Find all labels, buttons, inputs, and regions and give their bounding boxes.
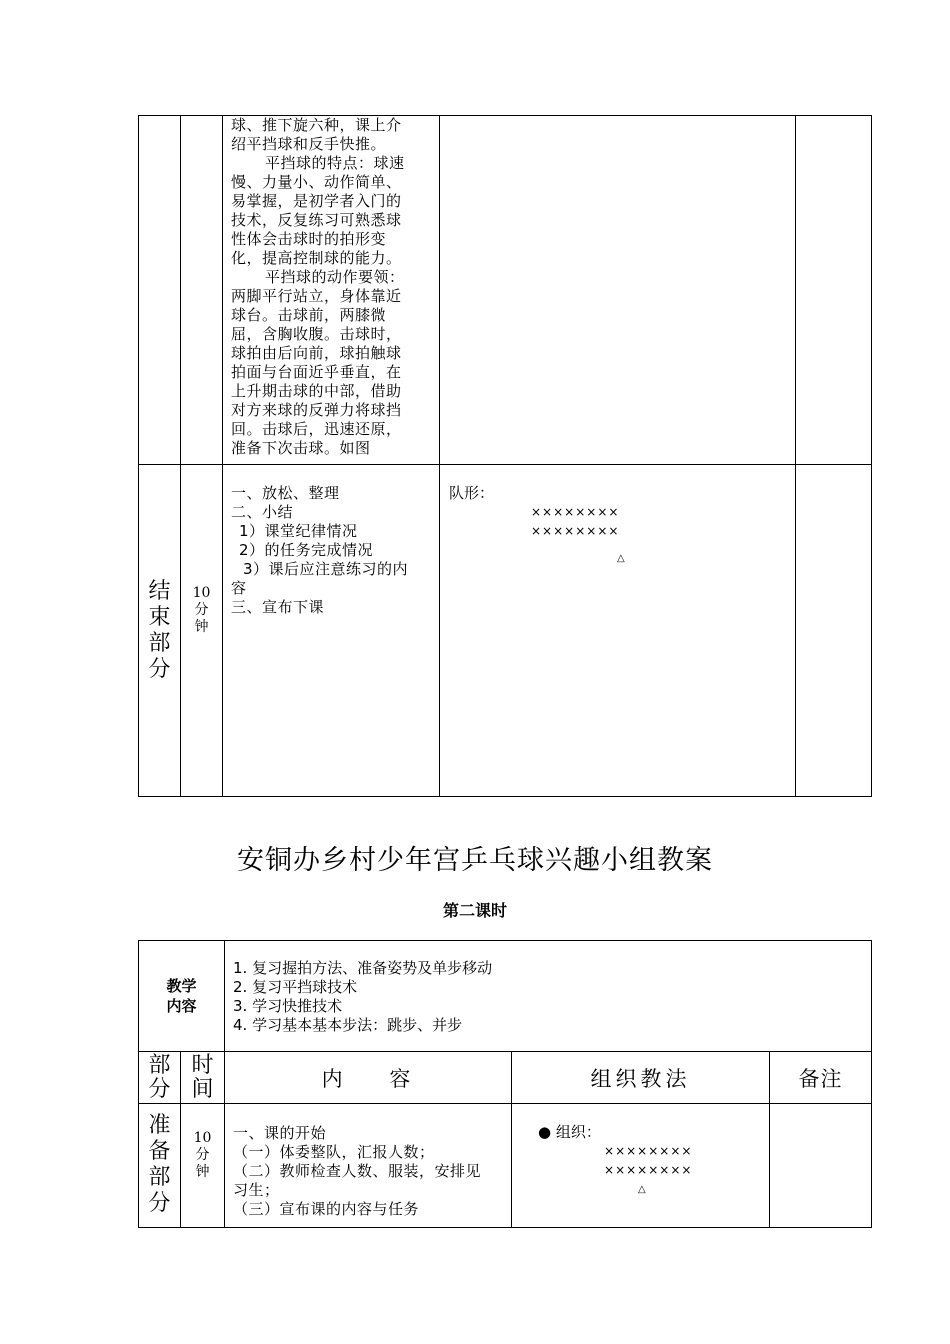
list-item: 3. 学习快推技术 <box>233 997 343 1015</box>
header-note: 备注 <box>770 1052 872 1104</box>
content-line: （二）教师检查人数、服装，安排见 <box>233 1162 482 1180</box>
table-row <box>139 116 872 465</box>
organization-label: ● 组织： <box>538 1123 601 1141</box>
list-item: 1. 复习握拍方法、准备姿势及单步移动 <box>233 959 493 977</box>
header-content: 内 容 <box>225 1052 512 1104</box>
lesson-title: 第二课时 <box>442 901 507 920</box>
formation-label: 队形： <box>449 484 495 502</box>
time-cell <box>181 116 223 465</box>
content-line: 化，提高控制球的能力。 <box>231 249 402 267</box>
content-cell <box>223 465 440 797</box>
content-line: 回。击球后，迅速还原， <box>231 420 402 438</box>
note-cell <box>796 465 872 797</box>
formation-row: ×××××××× <box>604 1144 693 1158</box>
note-cell <box>770 1104 872 1228</box>
content-line: 屈，含胸收腹。击球时， <box>231 325 402 343</box>
content-line: 慢、力量小、动作简单、 <box>231 173 402 191</box>
content-line: 1）课堂纪律情况 <box>239 522 358 540</box>
section-label-prep: 准 备 部 分 <box>148 1113 171 1216</box>
content-line: 准备下次击球。如图 <box>231 439 371 457</box>
content-line: （三）宣布课的内容与任务 <box>233 1200 420 1218</box>
content-line: 两脚平行站立，身体靠近 <box>231 287 402 305</box>
table-row <box>139 1104 872 1228</box>
org-cell <box>440 465 796 797</box>
page-title: 安铜办乡村少年宫乒乓球兴趣小组教案 <box>237 845 713 876</box>
lesson-table <box>138 940 872 1228</box>
content-line: 球台。击球前，两膝微 <box>231 306 387 324</box>
time-cell <box>181 465 223 797</box>
org-cell <box>512 1104 770 1228</box>
content-line: 球、推下旋六种，课上介 <box>231 116 402 134</box>
teaching-content-cell <box>225 941 872 1052</box>
header-org: 组织教法 <box>512 1052 770 1104</box>
content-line: 平挡球的特点：球速 <box>265 154 405 172</box>
section-label-end: 结 束 部 分 <box>148 578 171 682</box>
formation-row: ×××××××× <box>604 1163 693 1177</box>
header-row <box>139 1052 872 1104</box>
content-line: 上升期击球的中部，借助 <box>231 382 402 400</box>
header-time: 时 间 <box>181 1052 225 1104</box>
content-cell <box>223 116 440 465</box>
content-line: 二、小结 <box>231 503 294 521</box>
content-line: 习生； <box>233 1181 280 1199</box>
table-row <box>139 941 872 1052</box>
teaching-content-label: 教学 内容 <box>139 941 225 1052</box>
content-cell <box>225 1104 512 1228</box>
part-cell <box>139 116 181 465</box>
content-line: 2）的任务完成情况 <box>239 541 374 559</box>
content-line: （一）体委整队，汇报人数； <box>233 1143 435 1161</box>
content-line: 绍平挡球和反手快推。 <box>231 135 387 153</box>
duration: 10 分 钟 <box>192 585 211 635</box>
table-row <box>139 465 872 797</box>
content-line: 3）课后应注意练习的内 <box>243 560 409 578</box>
lesson-table-continued <box>138 115 872 797</box>
teacher-triangle-icon: △ <box>617 553 625 564</box>
content-line: 易掌握，是初学者入门的 <box>231 192 402 210</box>
part-cell <box>139 1104 181 1228</box>
content-line: 球拍由后向前，球拍触球 <box>231 344 402 362</box>
list-item: 2. 复习平挡球技术 <box>233 978 358 996</box>
list-item: 4. 学习基本基本步法：跳步、并步 <box>233 1016 463 1034</box>
header-part: 部 分 <box>139 1052 181 1104</box>
time-cell <box>181 1104 225 1228</box>
content-line: 技术，反复练习可熟悉球 <box>231 211 402 229</box>
teacher-triangle-icon: △ <box>638 1184 646 1195</box>
formation-row: ×××××××× <box>531 524 620 538</box>
content-line: 三、宣布下课 <box>231 598 325 616</box>
content-line: 拍面与台面近乎垂直，在 <box>231 363 402 381</box>
content-line: 容 <box>231 579 247 597</box>
content-line: 对方来球的反弹力将球挡 <box>231 401 402 419</box>
content-line: 平挡球的动作要领： <box>265 268 405 286</box>
content-line: 性体会击球时的拍形变 <box>231 230 387 248</box>
content-line: 一、课的开始 <box>233 1124 327 1142</box>
part-cell <box>139 465 181 797</box>
note-cell <box>796 116 872 465</box>
org-cell <box>440 116 796 465</box>
content-line: 一、放松、整理 <box>231 484 340 502</box>
duration: 10 分 钟 <box>193 1130 212 1180</box>
formation-row: ×××××××× <box>531 505 620 519</box>
